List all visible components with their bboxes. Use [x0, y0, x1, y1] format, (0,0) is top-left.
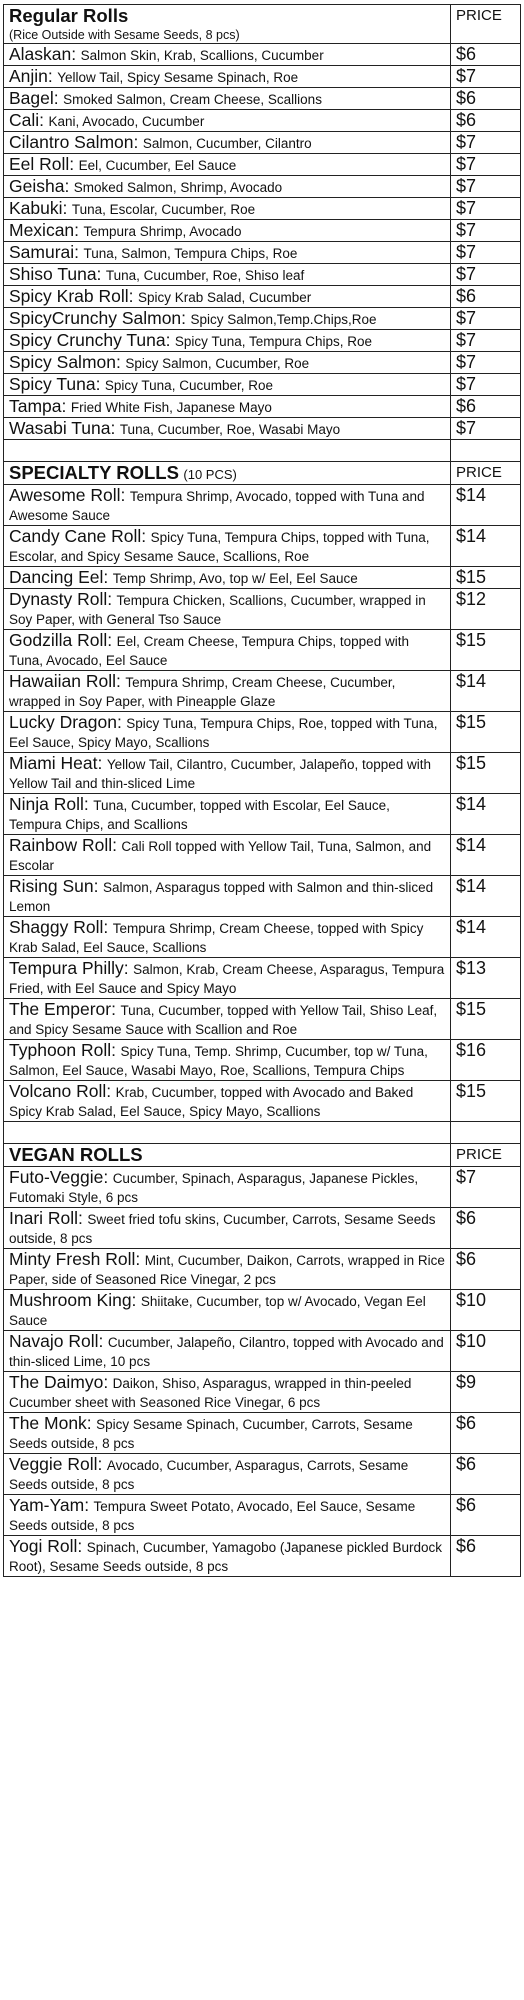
roll-description: Eel, Cream Cheese, Tempura Chips, topped with Tuna, Avocado, Eel Sauce — [9, 634, 409, 668]
roll-price: $7 — [451, 132, 521, 154]
roll-price: $7 — [451, 352, 521, 374]
roll-description: Krab, Cucumber, topped with Avocado and Baked Spicy Krab Salad, Eel Sauce, Spicy Mayo, Scallions — [9, 1085, 414, 1119]
menu-item-cell — [4, 242, 451, 264]
price-column-header: PRICE — [451, 1144, 521, 1167]
menu-item-cell — [4, 1040, 451, 1081]
menu-item-row — [4, 374, 521, 396]
menu-item-cell — [4, 374, 451, 396]
roll-name: Spicy Tuna: — [9, 374, 101, 394]
roll-description: Spicy Sesame Spinach, Cucumber, Carrots, Sesame Seeds outside, 8 pcs — [9, 1417, 413, 1451]
roll-price: $6 — [451, 1495, 521, 1536]
roll-description: Tempura Sweet Potato, Avocado, Eel Sauce, Sesame Seeds outside, 8 pcs — [9, 1499, 416, 1533]
menu-item-row — [4, 1040, 521, 1081]
roll-price: $7 — [451, 154, 521, 176]
section-title: Regular Rolls — [9, 5, 129, 26]
menu-item-cell — [4, 308, 451, 330]
menu-item-row — [4, 712, 521, 753]
roll-price: $7 — [451, 176, 521, 198]
roll-description: Tuna, Cucumber, Roe, Shiso leaf — [105, 268, 305, 283]
roll-name: Cilantro Salmon: — [9, 132, 139, 152]
menu-item-cell — [4, 1167, 451, 1208]
menu-item-row — [4, 396, 521, 418]
menu-item-cell — [4, 1413, 451, 1454]
menu-item-row — [4, 999, 521, 1040]
roll-name: Yogi Roll: — [9, 1536, 83, 1556]
menu-item-cell — [4, 835, 451, 876]
roll-name: Anjin: — [9, 66, 53, 86]
menu-item-row — [4, 958, 521, 999]
menu-item-cell — [4, 630, 451, 671]
menu-item-row — [4, 330, 521, 352]
roll-description: Shiitake, Cucumber, top w/ Avocado, Vegan Eel Sauce — [9, 1294, 426, 1328]
roll-name: Spicy Crunchy Tuna: — [9, 330, 171, 350]
menu-item-row — [4, 589, 521, 630]
roll-name: Inari Roll: — [9, 1208, 83, 1228]
roll-name: Mushroom King: — [9, 1290, 137, 1310]
roll-name: Geisha: — [9, 176, 70, 196]
roll-price: $7 — [451, 66, 521, 88]
roll-price: $7 — [451, 1167, 521, 1208]
roll-name: Spicy Salmon: — [9, 352, 121, 372]
roll-description: Smoked Salmon, Shrimp, Avocado — [73, 180, 283, 195]
roll-price: $6 — [451, 44, 521, 66]
roll-price: $15 — [451, 630, 521, 671]
section-header-row — [4, 1144, 521, 1167]
menu-item-row — [4, 154, 521, 176]
roll-name: Miami Heat: — [9, 753, 103, 773]
menu-item-cell — [4, 1331, 451, 1372]
roll-name: Mexican: — [9, 220, 80, 240]
menu-item-cell — [4, 352, 451, 374]
roll-name: Minty Fresh Roll: — [9, 1249, 141, 1269]
menu-item-row — [4, 220, 521, 242]
menu-item-row — [4, 264, 521, 286]
roll-name: Dynasty Roll: — [9, 589, 113, 609]
menu-item-cell — [4, 44, 451, 66]
roll-name: Wasabi Tuna: — [9, 418, 116, 438]
roll-description: Avocado, Cucumber, Asparagus, Carrots, Sesame Seeds outside, 8 pcs — [9, 1458, 409, 1492]
roll-price: $6 — [451, 110, 521, 132]
roll-name: Ninja Roll: — [9, 794, 89, 814]
menu-item-row — [4, 88, 521, 110]
menu-item-cell — [4, 1372, 451, 1413]
roll-price: $7 — [451, 198, 521, 220]
roll-description: Daikon, Shiso, Asparagus, wrapped in thin-peeled Cucumber sheet with Seasoned Rice Vinegar, 6 pcs — [9, 1376, 412, 1410]
roll-name: Kabuki: — [9, 198, 68, 218]
menu-item-cell — [4, 66, 451, 88]
roll-description: Sweet fried tofu skins, Cucumber, Carrots, Sesame Seeds outside, 8 pcs — [9, 1212, 436, 1246]
menu-item-cell — [4, 110, 451, 132]
price-column-header: PRICE — [451, 5, 521, 44]
menu-item-cell — [4, 485, 451, 526]
roll-name: Navajo Roll: — [9, 1331, 104, 1351]
roll-description: Tempura Shrimp, Avocado — [83, 224, 242, 239]
roll-price: $13 — [451, 958, 521, 999]
menu-item-row — [4, 1536, 521, 1577]
menu-item-cell — [4, 396, 451, 418]
menu-item-cell — [4, 132, 451, 154]
menu-item-cell — [4, 264, 451, 286]
menu-item-cell — [4, 418, 451, 440]
menu-item-row — [4, 308, 521, 330]
roll-description: Yellow Tail, Cilantro, Cucumber, Jalapeño, topped with Yellow Tail and thin-sliced Lime — [9, 757, 432, 791]
menu-item-cell — [4, 1081, 451, 1122]
menu-item-row — [4, 418, 521, 440]
roll-price: $7 — [451, 308, 521, 330]
menu-item-cell — [4, 958, 451, 999]
roll-price: $7 — [451, 220, 521, 242]
menu-item-cell — [4, 753, 451, 794]
roll-name: Godzilla Roll: — [9, 630, 113, 650]
menu-item-cell — [4, 671, 451, 712]
menu-item-cell — [4, 567, 451, 589]
roll-price: $7 — [451, 330, 521, 352]
section-spacer-row — [4, 1122, 521, 1144]
menu-item-cell — [4, 154, 451, 176]
roll-description: Salmon Skin, Krab, Scallions, Cucumber — [80, 48, 324, 63]
roll-price: $14 — [451, 794, 521, 835]
roll-description: Spicy Salmon,Temp.Chips,Roe — [190, 312, 377, 327]
roll-name: Shiso Tuna: — [9, 264, 102, 284]
menu-item-cell — [4, 526, 451, 567]
roll-name: Rising Sun: — [9, 876, 99, 896]
roll-description: Spicy Salmon, Cucumber, Roe — [125, 356, 310, 371]
roll-description: Temp Shrimp, Avo, top w/ Eel, Eel Sauce — [112, 571, 358, 586]
roll-description: Spicy Tuna, Cucumber, Roe — [104, 378, 273, 393]
roll-description: Tuna, Cucumber, topped with Escolar, Eel Sauce, Tempura Chips, and Scallions — [9, 798, 390, 832]
roll-name: Eel Roll: — [9, 154, 75, 174]
roll-description: Spicy Tuna, Tempura Chips, Roe — [174, 334, 373, 349]
roll-name: Spicy Krab Roll: — [9, 286, 134, 306]
roll-description: Spicy Tuna, Temp. Shrimp, Cucumber, top w/ Tuna, Salmon, Eel Sauce, Wasabi Mayo, Roe, Scallions, Tempura Chips — [9, 1044, 428, 1078]
roll-price: $15 — [451, 753, 521, 794]
roll-description: Smoked Salmon, Cream Cheese, Scallions — [63, 92, 322, 107]
menu-item-row — [4, 1249, 521, 1290]
menu-item-row — [4, 132, 521, 154]
roll-name: Hawaiian Roll: — [9, 671, 121, 691]
menu-item-row — [4, 567, 521, 589]
menu-item-cell — [4, 176, 451, 198]
roll-price: $15 — [451, 999, 521, 1040]
roll-description: Tuna, Salmon, Tempura Chips, Roe — [83, 246, 298, 261]
roll-price: $14 — [451, 917, 521, 958]
roll-name: Yam-Yam: — [9, 1495, 90, 1515]
roll-price: $6 — [451, 88, 521, 110]
menu-item-row — [4, 352, 521, 374]
menu-item-cell — [4, 589, 451, 630]
menu-item-row — [4, 286, 521, 308]
section-heading-cell — [4, 5, 451, 44]
roll-description: Salmon, Krab, Cream Cheese, Asparagus, Tempura Fried, with Eel Sauce and Spicy Mayo — [9, 962, 445, 996]
menu-item-row — [4, 1372, 521, 1413]
roll-description: Fried White Fish, Japanese Mayo — [70, 400, 272, 415]
roll-price: $12 — [451, 589, 521, 630]
roll-name: The Daimyo: — [9, 1372, 109, 1392]
menu-item-row — [4, 1454, 521, 1495]
menu-item-cell — [4, 1249, 451, 1290]
menu-item-row — [4, 794, 521, 835]
roll-description: Yellow Tail, Spicy Sesame Spinach, Roe — [57, 70, 299, 85]
roll-description: Cali Roll topped with Yellow Tail, Tuna, Salmon, and Escolar — [9, 839, 432, 873]
roll-name: Typhoon Roll: — [9, 1040, 117, 1060]
section-spacer-row — [4, 440, 521, 462]
roll-price: $6 — [451, 286, 521, 308]
menu-item-cell — [4, 1454, 451, 1495]
menu-item-row — [4, 1167, 521, 1208]
section-heading-cell — [4, 462, 451, 485]
menu-item-cell — [4, 794, 451, 835]
section-title: VEGAN ROLLS — [9, 1144, 143, 1165]
menu-table — [3, 4, 521, 1577]
roll-price: $6 — [451, 1249, 521, 1290]
section-heading-cell — [4, 1144, 451, 1167]
roll-description: Cucumber, Spinach, Asparagus, Japanese Pickles, Futomaki Style, 6 pcs — [9, 1171, 419, 1205]
roll-description: Tuna, Cucumber, Roe, Wasabi Mayo — [119, 422, 341, 437]
menu-item-row — [4, 1290, 521, 1331]
menu-item-cell — [4, 88, 451, 110]
roll-price: $15 — [451, 1081, 521, 1122]
roll-description: Tuna, Escolar, Cucumber, Roe — [71, 202, 256, 217]
roll-price: $7 — [451, 374, 521, 396]
menu-item-row — [4, 835, 521, 876]
roll-name: Volcano Roll: — [9, 1081, 112, 1101]
roll-price: $14 — [451, 835, 521, 876]
roll-name: Awesome Roll: — [9, 485, 126, 505]
roll-name: Veggie Roll: — [9, 1454, 103, 1474]
price-column-header: PRICE — [451, 462, 521, 485]
roll-description: Spicy Tuna, Tempura Chips, Roe, topped with Tuna, Eel Sauce, Spicy Mayo, Scallions — [9, 716, 438, 750]
roll-description: Spicy Tuna, Tempura Chips, topped with Tuna, Escolar, and Spicy Sesame Sauce, Scallions, Roe — [9, 530, 430, 564]
menu-item-cell — [4, 876, 451, 917]
roll-name: Tampa: — [9, 396, 67, 416]
roll-description: Spinach, Cucumber, Yamagobo (Japanese pickled Burdock Root), Sesame Seeds outside, 8 pcs — [9, 1540, 442, 1574]
roll-description: Tuna, Cucumber, topped with Yellow Tail, Shiso Leaf, and Spicy Sesame Sauce with Scallion and Roe — [9, 1003, 438, 1037]
roll-name: Dancing Eel: — [9, 567, 109, 587]
menu-item-row — [4, 1495, 521, 1536]
menu-item-row — [4, 753, 521, 794]
menu-item-row — [4, 242, 521, 264]
roll-name: Bagel: — [9, 88, 59, 108]
menu-item-row — [4, 66, 521, 88]
roll-price: $15 — [451, 567, 521, 589]
menu-item-cell — [4, 220, 451, 242]
menu-item-row — [4, 876, 521, 917]
menu-item-row — [4, 1331, 521, 1372]
roll-description: Spicy Krab Salad, Cucumber — [137, 290, 312, 305]
menu-item-cell — [4, 1536, 451, 1577]
roll-name: Candy Cane Roll: — [9, 526, 147, 546]
roll-price: $6 — [451, 1208, 521, 1249]
roll-price: $14 — [451, 526, 521, 567]
roll-price: $6 — [451, 396, 521, 418]
roll-price: $6 — [451, 1413, 521, 1454]
roll-description: Salmon, Cucumber, Cilantro — [142, 136, 312, 151]
menu-item-cell — [4, 712, 451, 753]
roll-name: The Emperor: — [9, 999, 116, 1019]
menu-item-cell — [4, 1495, 451, 1536]
menu-item-row — [4, 526, 521, 567]
roll-price: $7 — [451, 242, 521, 264]
menu-item-row — [4, 917, 521, 958]
menu-item-row — [4, 1208, 521, 1249]
menu-item-row — [4, 198, 521, 220]
roll-price: $7 — [451, 264, 521, 286]
roll-price: $10 — [451, 1290, 521, 1331]
roll-price: $6 — [451, 1454, 521, 1495]
menu-item-row — [4, 1081, 521, 1122]
section-title: SPECIALTY ROLLS — [9, 462, 179, 483]
menu-item-row — [4, 1413, 521, 1454]
section-note: (10 PCS) — [183, 467, 237, 482]
roll-name: The Monk: — [9, 1413, 92, 1433]
roll-price: $16 — [451, 1040, 521, 1081]
menu-item-cell — [4, 1208, 451, 1249]
menu-item-cell — [4, 198, 451, 220]
roll-description: Tempura Chicken, Scallions, Cucumber, wrapped in Soy Paper, with General Tso Sauce — [9, 593, 426, 627]
roll-name: Alaskan: — [9, 44, 77, 64]
menu-item-cell — [4, 286, 451, 308]
roll-description: Kani, Avocado, Cucumber — [48, 114, 205, 129]
menu-item-cell — [4, 330, 451, 352]
roll-description: Tempura Shrimp, Avocado, topped with Tuna and Awesome Sauce — [9, 489, 425, 523]
roll-description: Eel, Cucumber, Eel Sauce — [78, 158, 237, 173]
menu-item-row — [4, 110, 521, 132]
roll-name: SpicyCrunchy Salmon: — [9, 308, 187, 328]
roll-price: $9 — [451, 1372, 521, 1413]
roll-price: $14 — [451, 876, 521, 917]
roll-name: Cali: — [9, 110, 45, 130]
roll-price: $10 — [451, 1331, 521, 1372]
menu-item-row — [4, 630, 521, 671]
roll-description: Tempura Shrimp, Cream Cheese, topped with Spicy Krab Salad, Eel Sauce, Scallions — [9, 921, 424, 955]
roll-price: $6 — [451, 1536, 521, 1577]
roll-price: $15 — [451, 712, 521, 753]
roll-name: Shaggy Roll: — [9, 917, 109, 937]
roll-price: $7 — [451, 418, 521, 440]
roll-name: Rainbow Roll: — [9, 835, 117, 855]
roll-description: Tempura Shrimp, Cream Cheese, Cucumber, wrapped in Soy Paper, with Pineapple Glaze — [9, 675, 396, 709]
roll-description: Salmon, Asparagus topped with Salmon and thin-sliced Lemon — [9, 880, 434, 914]
section-note: (Rice Outside with Sesame Seeds, 8 pcs) — [9, 28, 240, 42]
roll-description: Cucumber, Jalapeño, Cilantro, topped with Avocado and thin-sliced Lime, 10 pcs — [9, 1335, 444, 1369]
roll-price: $14 — [451, 485, 521, 526]
roll-name: Lucky Dragon: — [9, 712, 122, 732]
menu-item-row — [4, 485, 521, 526]
section-header-row — [4, 5, 521, 44]
roll-name: Tempura Philly: — [9, 958, 129, 978]
section-header-row — [4, 462, 521, 485]
menu-item-cell — [4, 999, 451, 1040]
menu-item-row — [4, 671, 521, 712]
menu-item-row — [4, 44, 521, 66]
roll-description: Mint, Cucumber, Daikon, Carrots, wrapped in Rice Paper, side of Seasoned Rice Vinegar, 2 pcs — [9, 1253, 445, 1287]
menu-item-row — [4, 176, 521, 198]
roll-name: Futo-Veggie: — [9, 1167, 109, 1187]
menu-item-cell — [4, 917, 451, 958]
roll-name: Samurai: — [9, 242, 80, 262]
menu-item-cell — [4, 1290, 451, 1331]
roll-price: $14 — [451, 671, 521, 712]
